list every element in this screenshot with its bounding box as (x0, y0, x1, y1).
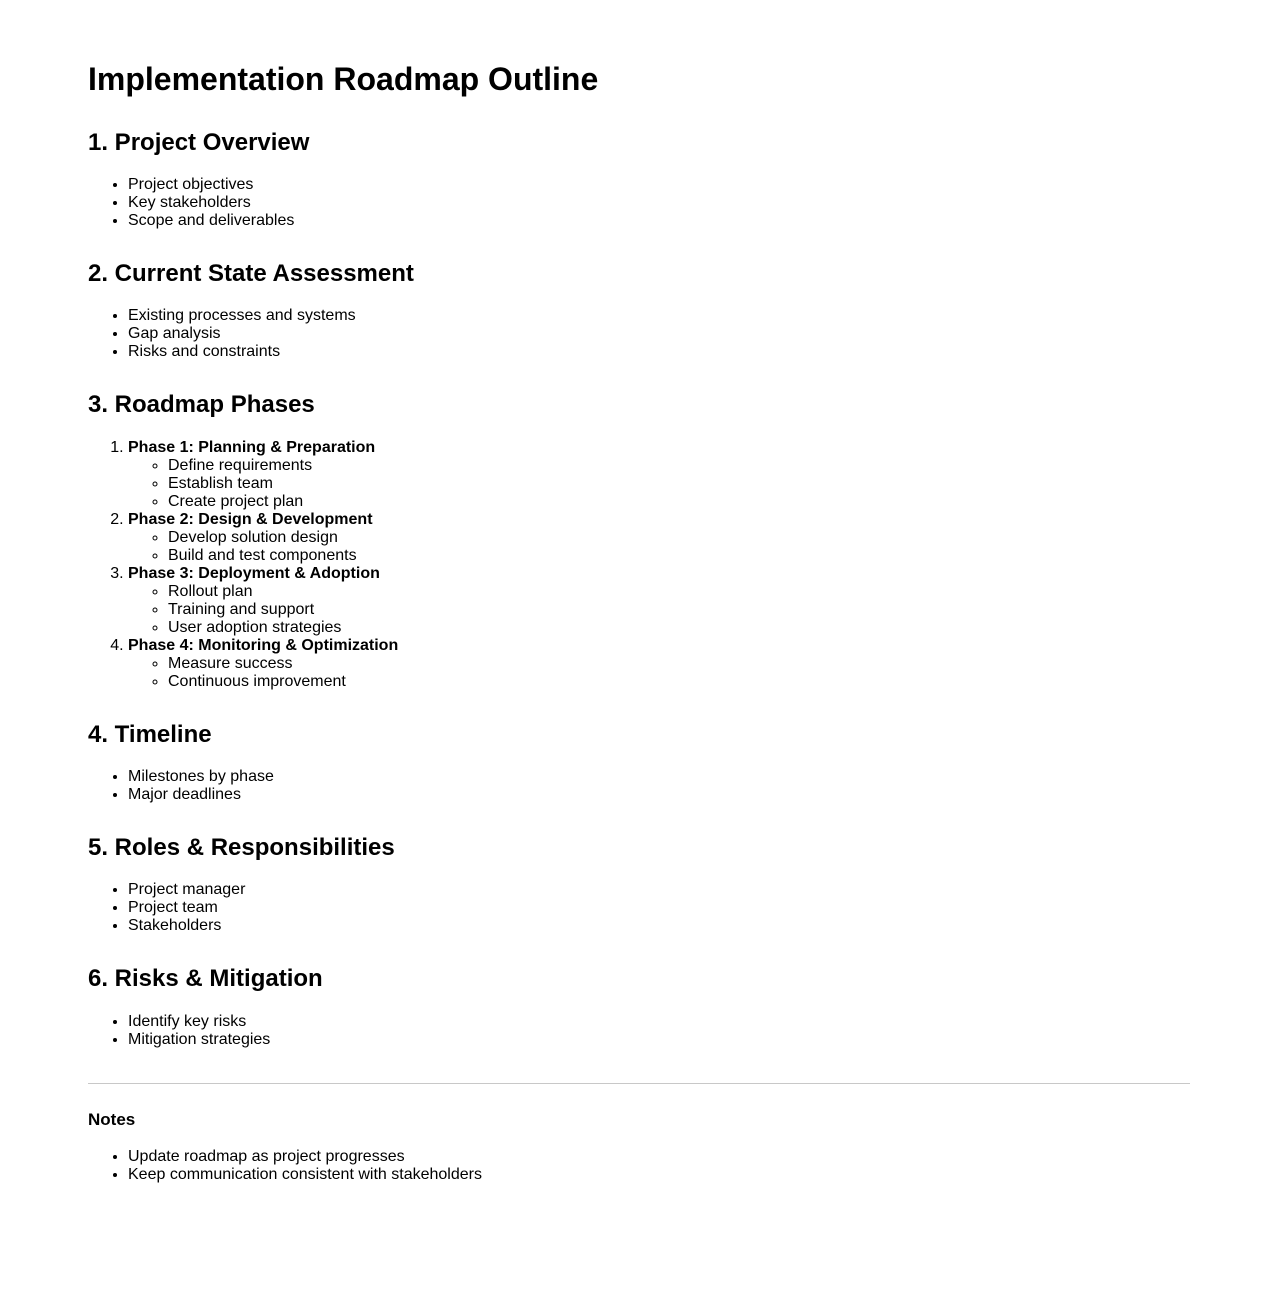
list-item: • Scope and deliverables (128, 212, 1190, 230)
phase-item (128, 565, 1190, 637)
phase-subitem-list (128, 529, 1190, 565)
section-list-timeline (88, 768, 1190, 804)
section-list-roles-responsibilities (88, 881, 1190, 935)
section-list-project-overview (88, 176, 1190, 230)
phase-subitem: ◦ Establish team (168, 475, 1190, 493)
section-heading-project-overview: 1. Project Overview (88, 128, 310, 156)
list-item: • Milestones by phase (128, 768, 1190, 786)
phase-subitem: ◦ Develop solution design (168, 529, 1190, 547)
phase-subitem: ◦ Rollout plan (168, 583, 1190, 601)
list-item: • Update roadmap as project progresses (128, 1148, 1190, 1166)
list-item: • Existing processes and systems (128, 307, 1190, 325)
phase-subitem-list (128, 583, 1190, 637)
phase-subitem: ◦ Measure success (168, 655, 1190, 673)
phase-label: Phase 3: Deployment & Adoption (128, 564, 380, 582)
section-list-risks-mitigation (88, 1013, 1190, 1049)
list-item: • Project team (128, 899, 1190, 917)
section-list-current-state-assessment (88, 307, 1190, 361)
list-item: • Keep communication consistent with stakeholders (128, 1166, 1190, 1184)
page-title: Implementation Roadmap Outline (88, 61, 599, 97)
section-heading-roles-responsibilities: 5. Roles & Responsibilities (88, 834, 395, 861)
phase-subitem-list (128, 655, 1190, 691)
list-item: • Mitigation strategies (128, 1031, 1190, 1049)
section-heading-timeline: 4. Timeline (88, 720, 212, 748)
phase-subitem-list (128, 457, 1190, 511)
phase-label: Phase 4: Monitoring & Optimization (128, 636, 399, 654)
section-heading-risks-mitigation: 6. Risks & Mitigation (88, 965, 323, 993)
list-item: • Gap analysis (128, 325, 1190, 343)
phase-subitem: ◦ User adoption strategies (168, 619, 1190, 637)
phase-label: Phase 2: Design & Development (128, 510, 373, 528)
phase-subitem: ◦ Create project plan (168, 493, 1190, 511)
notes-heading: Notes (88, 1109, 136, 1129)
list-item: • Stakeholders (128, 917, 1190, 935)
section-heading-roadmap-phases: 3. Roadmap Phases (88, 391, 315, 419)
section-divider (88, 1083, 1190, 1084)
list-item: • Major deadlines (128, 786, 1190, 804)
section-heading-current-state-assessment: 2. Current State Assessment (88, 260, 414, 288)
phase-subitem: ◦ Continuous improvement (168, 673, 1190, 691)
phase-subitem: ◦ Training and support (168, 601, 1190, 619)
phase-item (128, 511, 1190, 565)
phase-item (128, 637, 1190, 691)
list-item: • Identify key risks (128, 1013, 1190, 1031)
phase-label: Phase 1: Planning & Preparation (128, 438, 376, 456)
list-item: • Risks and constraints (128, 343, 1190, 361)
notes-list (88, 1148, 1190, 1184)
phase-subitem: ◦ Build and test components (168, 547, 1190, 565)
list-item: • Project objectives (128, 176, 1190, 194)
list-item: • Key stakeholders (128, 194, 1190, 212)
section-list-roadmap-phases (88, 439, 1190, 691)
phase-item (128, 439, 1190, 511)
list-item: • Project manager (128, 881, 1190, 899)
phase-subitem: ◦ Define requirements (168, 457, 1190, 475)
